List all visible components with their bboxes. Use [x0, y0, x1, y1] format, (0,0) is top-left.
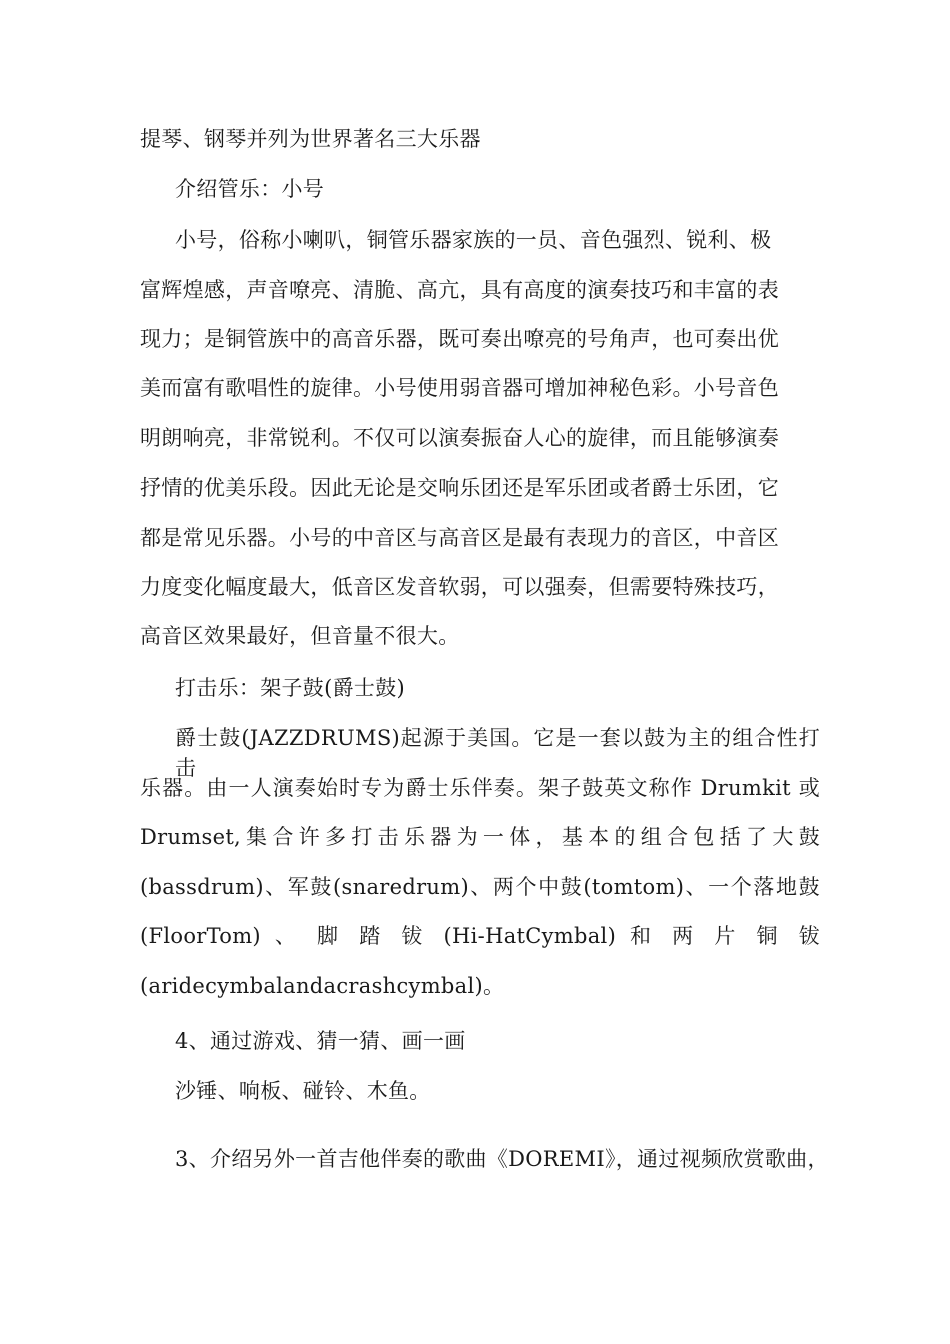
- text-line-drum-3: Drumset,集合许多打击乐器为一体，基本的组合包括了大鼓: [140, 825, 820, 849]
- step-3-text: 3、介绍另外一首吉他伴奏的歌曲《DOREMI》，通过视频欣赏歌曲，: [175, 1147, 829, 1171]
- text-line-trumpet-1: 小号，俗称小喇叭，铜管乐器家族的一员、音色强烈、锐利、极: [175, 228, 772, 252]
- text-line-trumpet-7: 都是常见乐器。小号的中音区与高音区是最有表现力的音区，中音区: [140, 526, 779, 550]
- text-line-drum-6: (aridecymbalandacrashcymbal)。: [140, 974, 505, 998]
- section-heading-brass-trumpet: 介绍管乐：小号: [175, 177, 325, 201]
- text-line-drum-2: 乐器。由一人演奏始时专为爵士乐伴奏。架子鼓英文称作 Drumkit 或: [140, 776, 820, 800]
- text-line-1: 提琴、钢琴并列为世界著名三大乐器: [140, 127, 481, 151]
- text-line-trumpet-2: 富辉煌感，声音嘹亮、清脆、高亢，具有高度的演奏技巧和丰富的表: [140, 278, 779, 302]
- section-heading-drumkit: 打击乐：架子鼓(爵士鼓): [175, 676, 405, 700]
- text-line-trumpet-6: 抒情的优美乐段。因此无论是交响乐团还是军乐团或者爵士乐团，它: [140, 476, 779, 500]
- step-4-heading: 4、通过游戏、猜一猜、画一画: [175, 1029, 466, 1053]
- instrument-list: 沙锤、响板、碰铃、木鱼。: [175, 1079, 431, 1103]
- text-line-trumpet-4: 美而富有歌唱性的旋律。小号使用弱音器可增加神秘色彩。小号音色: [140, 376, 779, 400]
- text-line-drum-4: (bassdrum)、军鼓(snaredrum)、两个中鼓(tomtom)、一个落地鼓: [140, 875, 820, 899]
- text-line-drum-1: 爵士鼓(JAZZDRUMS)起源于美国。它是一套以鼓为主的组合性打击: [175, 726, 820, 780]
- text-line-drum-5: (FloorTom) 、 脚 踏 钹 (Hi-HatCymbal) 和 两 片 铜 钹: [140, 924, 820, 948]
- text-line-trumpet-5: 明朗响亮，非常锐利。不仅可以演奏振奋人心的旋律，而且能够演奏: [140, 426, 779, 450]
- text-line-trumpet-8: 力度变化幅度最大，低音区发音软弱，可以强奏，但需要特殊技巧，: [140, 575, 779, 599]
- text-line-trumpet-9: 高音区效果最好，但音量不很大。: [140, 624, 460, 648]
- text-line-trumpet-3: 现力；是铜管族中的高音乐器，既可奏出嘹亮的号角声，也可奏出优: [140, 327, 779, 351]
